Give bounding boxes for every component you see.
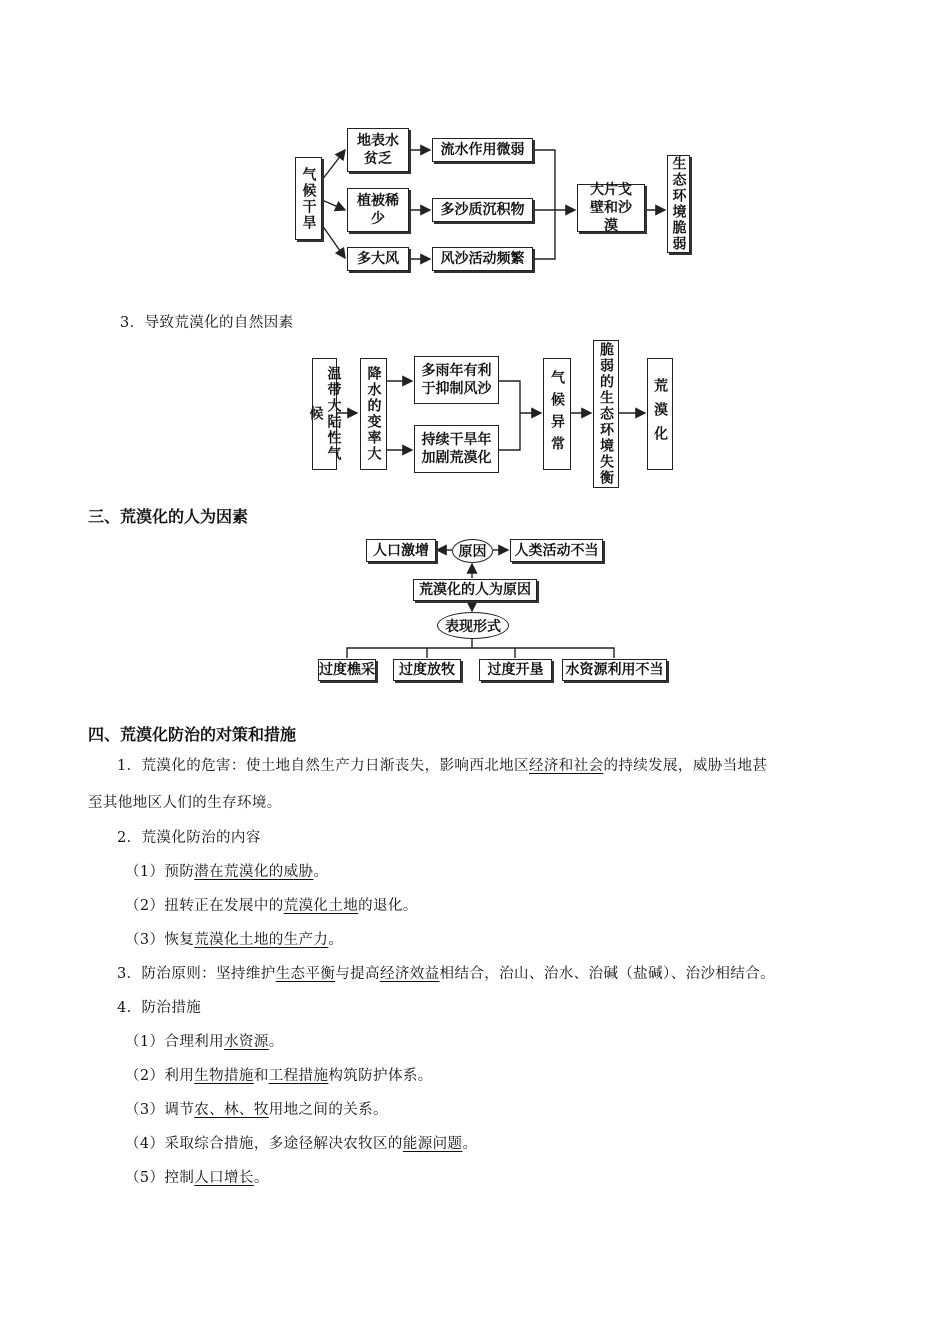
label-climate-anomaly: 气候异常 — [549, 370, 565, 458]
answer-eco-balance: 生态平衡 — [275, 966, 336, 982]
text-segment: 和 — [253, 1068, 269, 1084]
answer-land-productivity: 荒漠化土地的生产力 — [194, 932, 329, 948]
content-item-1 — [125, 862, 328, 882]
text-segment: （1）预防 — [125, 864, 195, 880]
text-segment: （4）采取综合措施，多途径解决农牧区的 — [125, 1136, 403, 1152]
answer-desert-land: 荒漠化土地 — [283, 898, 359, 914]
label-precip-variability: 降水的变率大 — [365, 366, 382, 462]
text-segment: 的持续发展，威胁当地甚 — [603, 758, 768, 774]
label-human-cause: 荒漠化的人为原因 — [419, 582, 531, 598]
answer-engineering-measures: 工程措施 — [268, 1068, 329, 1084]
answer-economy-society: 经济和社会 — [528, 758, 604, 774]
measure-2 — [125, 1066, 433, 1086]
label-forms: 表现形式 — [445, 618, 501, 635]
text-segment: 3．防治原则：坚持维护 — [117, 966, 276, 982]
text-segment: 。 — [462, 1136, 478, 1152]
answer-bio-measures: 生物措施 — [194, 1068, 254, 1084]
section3-title: 3．导致荒漠化的自然因素 — [120, 315, 294, 331]
label-weak-flow: 流水作用微弱 — [440, 142, 525, 158]
label-population-surge: 人口激增 — [373, 542, 429, 559]
text-segment: 1．荒漠化的危害：使土地自然生产力日渐丧失，影响西北地区 — [117, 758, 529, 774]
label-improper-activity: 人类活动不当 — [514, 542, 599, 559]
para-hazard-line1 — [117, 756, 767, 776]
text-segment: 用地之间的关系。 — [268, 1102, 388, 1118]
label-rainy-years: 多雨年有利于抑制风沙 — [421, 363, 492, 397]
box-population-surge — [366, 539, 436, 562]
ellipse-forms — [437, 612, 509, 639]
text-segment: 相结合，治山、治水、治碱（盐碱）、治沙相结合。 — [439, 966, 775, 982]
answer-water-resources: 水资源 — [224, 1034, 269, 1050]
para-measures-title: 4．防治措施 — [117, 1000, 202, 1016]
answer-potential-threat: 潜在荒漠化的威胁 — [194, 864, 314, 880]
content-item-3 — [125, 930, 343, 950]
label-over-grazing: 过度放牧 — [399, 662, 455, 678]
label-desertification: 荒漠化 — [652, 378, 668, 450]
box-human-cause — [413, 579, 537, 601]
text-segment: （1）合理利用 — [125, 1034, 225, 1050]
text-segment: （5）控制 — [125, 1170, 195, 1186]
box-water-misuse — [562, 659, 667, 681]
answer-agri-forest-pasture: 农、林、牧 — [194, 1102, 269, 1118]
text-segment: 与提高 — [335, 966, 380, 982]
label-over-harvesting: 过度樵采 — [319, 662, 375, 678]
label-eco-imbalance: 脆弱的生态环境失衡 — [598, 342, 614, 486]
heading-human-factors: 三、荒漠化的人为因素 — [88, 507, 249, 526]
para-principles — [117, 964, 775, 984]
measure-4 — [125, 1134, 477, 1154]
box-over-cultivation — [479, 659, 552, 681]
heading-countermeasures: 四、荒漠化防治的对策和措施 — [88, 725, 297, 744]
para-content-title: 2．荒漠化防治的内容 — [117, 830, 261, 846]
label-reason: 原因 — [458, 544, 487, 560]
measure-5 — [125, 1168, 269, 1188]
answer-economic-benefit: 经济效益 — [379, 966, 440, 982]
text-segment: 。 — [268, 1034, 284, 1050]
label-gobi-desert: 大片戈壁和沙漠 — [590, 182, 632, 234]
box-over-grazing — [393, 659, 461, 681]
content-item-2 — [125, 896, 418, 916]
para-hazard-line2: 至其他地区人们的生存环境。 — [88, 795, 282, 811]
box-over-harvesting — [318, 659, 376, 681]
label-sediment: 多沙质沉积物 — [440, 202, 525, 218]
label-continental-climate: 温带大陆性气候 — [307, 366, 342, 462]
label-vegetation: 植被稀少 — [357, 193, 399, 227]
measure-3 — [125, 1100, 388, 1120]
label-fragile-eco: 生态环境脆弱 — [670, 156, 687, 252]
text-segment: 。 — [328, 932, 344, 948]
label-drought-years: 持续干旱年加剧荒漠化 — [421, 432, 492, 466]
text-segment: （3）恢复 — [125, 932, 195, 948]
text-segment: 。 — [313, 864, 329, 880]
text-segment: （2）扭转正在发展中的 — [125, 898, 284, 914]
label-arid-climate: 气候干旱 — [300, 166, 317, 231]
ellipse-reason — [452, 539, 493, 563]
label-wind: 多大风 — [357, 251, 399, 267]
answer-energy-problem: 能源问题 — [402, 1136, 463, 1152]
text-segment: （2）利用 — [125, 1068, 195, 1084]
label-surface-water: 地表水贫乏 — [357, 133, 399, 167]
text-segment: （3）调节 — [125, 1102, 195, 1118]
label-wind-activity: 风沙活动频繁 — [440, 251, 525, 267]
measure-1 — [125, 1032, 284, 1052]
text-segment: 的退化。 — [358, 898, 418, 914]
answer-population-growth: 人口增长 — [194, 1170, 254, 1186]
text-segment: 构筑防护体系。 — [328, 1068, 433, 1084]
box-improper-activity — [510, 539, 603, 562]
label-over-cultivation: 过度开垦 — [487, 662, 544, 678]
label-water-misuse: 水资源利用不当 — [565, 662, 664, 678]
text-segment: 。 — [253, 1170, 269, 1186]
